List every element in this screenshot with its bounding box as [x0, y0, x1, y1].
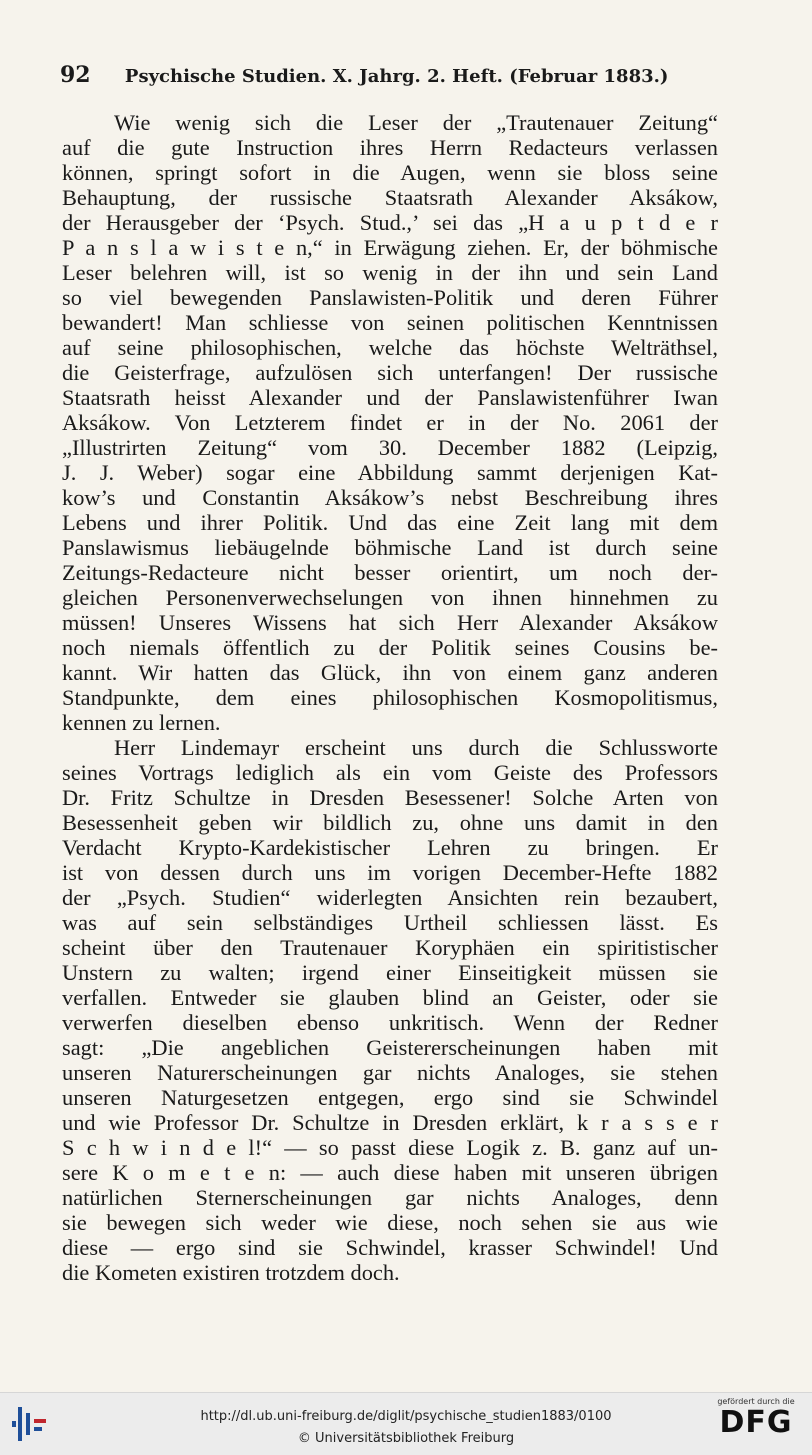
- text-line: was auf sein selbständiges Urtheil schliessen lässt. Es: [62, 910, 718, 935]
- text-line: kennen zu lernen.: [62, 710, 221, 735]
- text-line: sere K o m e t e n: — auch diese haben mit unseren übrigen: [62, 1160, 718, 1185]
- text-line: gleichen Personenverwechselungen von ihnen hinnehmen zu: [62, 585, 718, 610]
- text-line: P a n s l a w i s t e n,“ in Erwägung ziehen. Er, der böhmische: [62, 235, 718, 260]
- text-line: ist von dessen durch uns im vorigen December-Hefte 1882: [62, 860, 718, 885]
- text-line: Leser belehren will, ist so wenig in der ihn und sein Land: [62, 260, 718, 285]
- text-line: die Kometen existiren trotzdem doch.: [62, 1260, 400, 1285]
- text-line: scheint über den Trautenauer Koryphäen ein spiritistischer: [62, 935, 718, 960]
- text-line: auf seine philosophischen, welche das höchste Welträthsel,: [62, 335, 718, 360]
- text-line: kannt. Wir hatten das Glück, ihn von einem ganz anderen: [62, 660, 718, 685]
- text-line: auf die gute Instruction ihres Herrn Redacteurs verlassen: [62, 135, 718, 160]
- text-line: Dr. Fritz Schultze in Dresden Besessener! Solche Arten von: [62, 785, 718, 810]
- dfg-caption: gefördert durch die: [717, 1397, 795, 1406]
- text-line: noch niemals öffentlich zu der Politik seines Cousins be-: [62, 635, 718, 660]
- text-line: Behauptung, der russische Staatsrath Alexander Aksákow,: [62, 185, 718, 210]
- text-line: kow’s und Constantin Aksákow’s nebst Beschreibung ihres: [62, 485, 718, 510]
- page-number: 92: [60, 62, 91, 88]
- text-line: Zeitungs-Redacteure nicht besser orientirt, um noch der-: [62, 560, 718, 585]
- text-line: Standpunkte, dem eines philosophischen Kosmopolitismus,: [62, 685, 718, 710]
- text-line: Panslawismus liebäugelnde böhmische Land ist durch seine: [62, 535, 718, 560]
- document-url-link[interactable]: http://dl.ub.uni-freiburg.de/diglit/psychische_studien1883/0100: [200, 1409, 612, 1424]
- text-line: die Geisterfrage, aufzulösen sich unterfangen! Der russische: [62, 360, 718, 385]
- text-line: bewandert! Man schliesse von seinen politischen Kenntnissen: [62, 310, 718, 335]
- text-line: und wie Professor Dr. Schultze in Dresden erklärt, k r a s s e r: [62, 1110, 718, 1135]
- text-line: Unstern zu walten; irgend einer Einseitigkeit müssen sie: [62, 960, 718, 985]
- dfg-logo: [712, 1397, 800, 1451]
- text-line: sagt: „Die angeblichen Geistererscheinungen haben mit: [62, 1035, 718, 1060]
- text-line: Herr Lindemayr erscheint uns durch die Schlussworte: [114, 735, 718, 760]
- text-line: natürlichen Sternerscheinungen gar nichts Analoges, denn: [62, 1185, 718, 1210]
- text-line: der „Psych. Studien“ widerlegten Ansichten rein bezaubert,: [62, 885, 718, 910]
- running-title: Psychische Studien. X. Jahrg. 2. Heft. (Februar 1883.): [124, 66, 669, 87]
- text-line: Besessenheit geben wir bildlich zu, ohne uns damit in den: [62, 810, 718, 835]
- text-line: sie bewegen sich weder wie diese, noch sehen sie aus wie: [62, 1210, 718, 1235]
- text-line: müssen! Unseres Wissens hat sich Herr Alexander Aksákow: [62, 610, 718, 635]
- text-line: unseren Naturgesetzen entgegen, ergo sind sie Schwindel: [62, 1085, 718, 1110]
- footer-bar: [0, 1392, 812, 1455]
- text-line: Wie wenig sich die Leser der „Trautenauer Zeitung“: [114, 110, 718, 135]
- text-line: Aksákow. Von Letzterem findet er in der No. 2061 der: [62, 410, 718, 435]
- running-header: [60, 62, 732, 88]
- text-line: verwerfen dieselben ebenso unkritisch. Wenn der Redner: [62, 1010, 718, 1035]
- text-line: so viel bewegenden Panslawisten-Politik und deren Führer: [62, 285, 718, 310]
- dfg-logo-text: DFG: [719, 1405, 793, 1440]
- body-text: [62, 110, 718, 1285]
- text-line: können, springt sofort in die Augen, wenn sie bloss seine: [62, 160, 718, 185]
- text-line: seines Vortrags lediglich als ein vom Geiste des Professors: [62, 760, 718, 785]
- text-line: Verdacht Krypto-Kardekistischer Lehren zu bringen. Er: [62, 835, 718, 860]
- text-line: J. J. Weber) sogar eine Abbildung sammt derjenigen Kat-: [62, 460, 718, 485]
- text-line: der Herausgeber der ‘Psych. Stud.,’ sei das „H a u p t d e r: [62, 210, 718, 235]
- text-line: unseren Naturerscheinungen gar nichts Analoges, sie stehen: [62, 1060, 718, 1085]
- text-line: Staatsrath heisst Alexander und der Panslawistenführer Iwan: [62, 385, 718, 410]
- text-line: diese — ergo sind sie Schwindel, krasser Schwindel! Und: [62, 1235, 718, 1260]
- text-line: „Illustrirten Zeitung“ vom 30. December 1882 (Leipzig,: [62, 435, 718, 460]
- text-line: verfallen. Entweder sie glauben blind an Geister, oder sie: [62, 985, 718, 1010]
- copyright-notice: © Universitätsbibliothek Freiburg: [297, 1431, 515, 1446]
- text-line: Lebens und ihrer Politik. Und das eine Zeit lang mit dem: [62, 510, 718, 535]
- text-line: S c h w i n d e l!“ — so passt diese Logik z. B. ganz auf un-: [62, 1135, 718, 1160]
